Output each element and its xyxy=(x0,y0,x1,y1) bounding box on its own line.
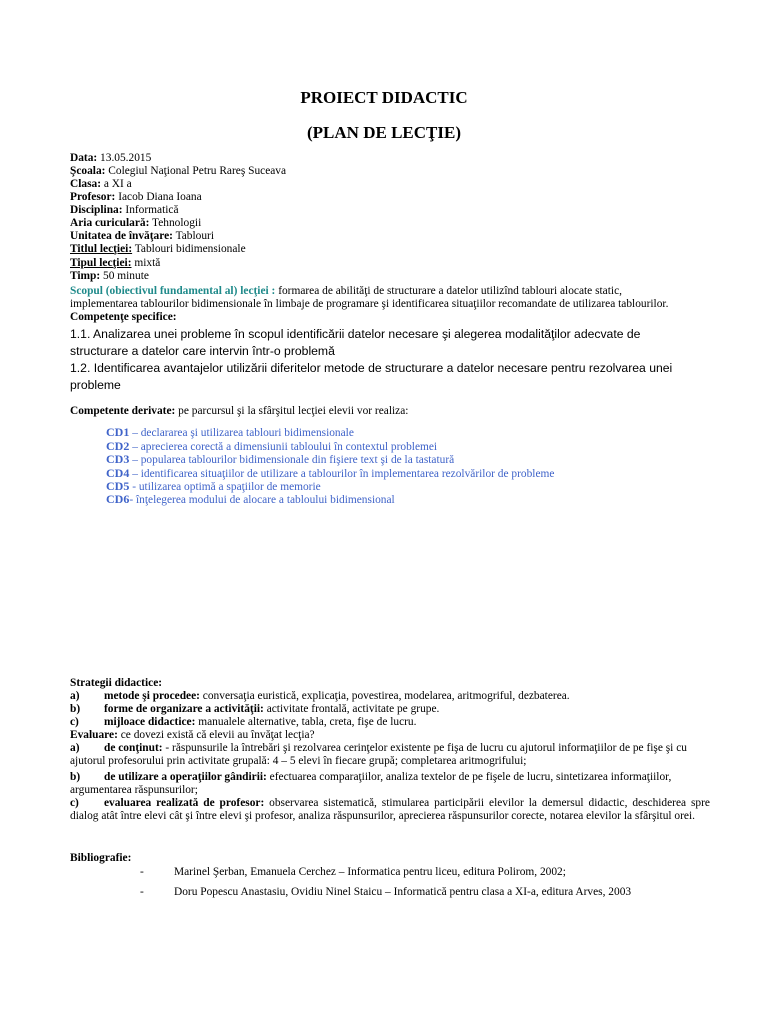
lesson-goal: Scopul (obiectivul fundamental al) lecţiei : formarea de abilităţi de structurare a datelor utilizînd tablouri alocate static, xyxy=(70,285,622,297)
bibliography-item: Marinel Şerban, Emanuela Cerchez – Informatica pentru liceu, editura Polirom, 2002; xyxy=(174,866,566,878)
info-curricular-area: Aria curiculară: Tehnologii xyxy=(70,217,202,229)
specific-competence-line: 1.2. Identificarea avantajelor utilizării diferitelor metode de structurare a datelor necesare pentru rezolvarea unei xyxy=(70,361,673,375)
evaluation-item: a) de conţinut: - răspunsurile la întrebări şi rezolvarea cerinţelor existente pe fişa de lucru cu ajutorul informaţiilor de pe fişe şi cu ajutorul profesorului prin activitate grupală: 4 – 5 elevi în fiecare grupă; completarea aritmogrifului; xyxy=(70,742,687,767)
derived-competence-item: CD4 – identificarea situaţiilor de utilizare a tablourilor în implementarea rezolvărilor de probleme xyxy=(106,466,555,480)
derived-competence-item: CD1 – declararea şi utilizarea tablouri bidimensionale xyxy=(106,425,354,439)
document-title: PROIECT DIDACTIC xyxy=(300,88,468,107)
specific-competence-line: 1.1. Analizarea unei probleme în scopul identificării datelor necesare şi alegerea modalităţilor adecvate de xyxy=(70,327,641,341)
derived-competence-item: CD2 – aprecierea corectă a dimensiunii tabloului în contextul problemei xyxy=(106,439,438,453)
derived-competence-item: CD3 – popularea tablourilor bidimensionale din fişiere text şi de la tastatură xyxy=(106,452,455,466)
specific-competences-heading: Competenţe specifice: xyxy=(70,311,177,323)
info-time: Timp: 50 minute xyxy=(70,270,149,282)
evaluation-item: c) evaluarea realizată de profesor: observarea sistematică, stimularea participării elevilor la demersul didactic, deschiderea spre dialog atât între elevi cât şi între elevi şi profesor, analiza răspunsurilor, aprecierea răspunsurilor corecte, notarea elevilor la sfârşitul orei. xyxy=(70,797,710,822)
derived-competence-item: CD5 - utilizarea optimă a spaţiilor de memorie xyxy=(106,479,321,493)
strategy-item: b) forme de organizare a activităţii: activitate frontală, activitate pe grupe. xyxy=(70,703,440,715)
info-lesson-type: Tipul lecţiei: mixtă xyxy=(70,257,161,269)
evaluation-item: b) de utilizare a operaţiilor gândirii: efectuarea comparaţiilor, analiza textelor de pe fişele de lucru, sintetizarea informaţiilor, argumentarea răspunsurilor; xyxy=(70,771,672,796)
info-school: Şcoala: Colegiul Naţional Petru Rareş Suceava xyxy=(70,165,287,177)
bibliography-dash: - xyxy=(140,866,144,878)
info-teacher: Profesor: Iacob Diana Ioana xyxy=(70,191,202,203)
bibliography-heading: Bibliografie: xyxy=(70,852,132,864)
lesson-goal-cont: implementarea tablourilor bidimensionale în limbaje de programare şi identificarea situaţiilor recomandate de utilizarea tablourilor. xyxy=(70,298,669,310)
specific-competence-line: structurare a datelor care intervin într-o problemă xyxy=(70,344,335,358)
strategies-heading: Strategii didactice: xyxy=(70,677,163,689)
bibliography-dash: - xyxy=(140,886,144,898)
strategy-item: c) mijloace didactice: manualele alternative, tabla, creta, fişe de lucru. xyxy=(70,716,417,728)
derived-competence-item: CD6- înţelegerea modului de alocare a tabloului bidimensional xyxy=(106,492,395,506)
specific-competence-line: probleme xyxy=(70,378,121,392)
bibliography-item: Doru Popescu Anastasiu, Ovidiu Ninel Staicu – Informatică pentru clasa a XI-a, editura Arves, 2003 xyxy=(174,886,632,898)
info-class: Clasa: a XI a xyxy=(70,178,132,190)
derived-competences-heading: Competente derivate: pe parcursul şi la sfârşitul lecţiei elevii vor realiza: xyxy=(70,405,409,417)
info-learning-unit: Unitatea de învăţare: Tablouri xyxy=(70,230,214,242)
info-lesson-title: Titlul lecţiei: Tablouri bidimensionale xyxy=(70,243,246,255)
document-subtitle: (PLAN DE LECŢIE) xyxy=(307,123,461,142)
info-discipline: Disciplina: Informatică xyxy=(70,204,179,216)
strategy-item: a) metode şi procedee: conversaţia euristică, explicaţia, povestirea, modelarea, aritmogriful, dezbaterea. xyxy=(70,690,570,702)
info-date: Data: 13.05.2015 xyxy=(70,152,152,164)
evaluation-heading: Evaluare: ce dovezi există că elevii au învăţat lecţia? xyxy=(70,729,315,741)
